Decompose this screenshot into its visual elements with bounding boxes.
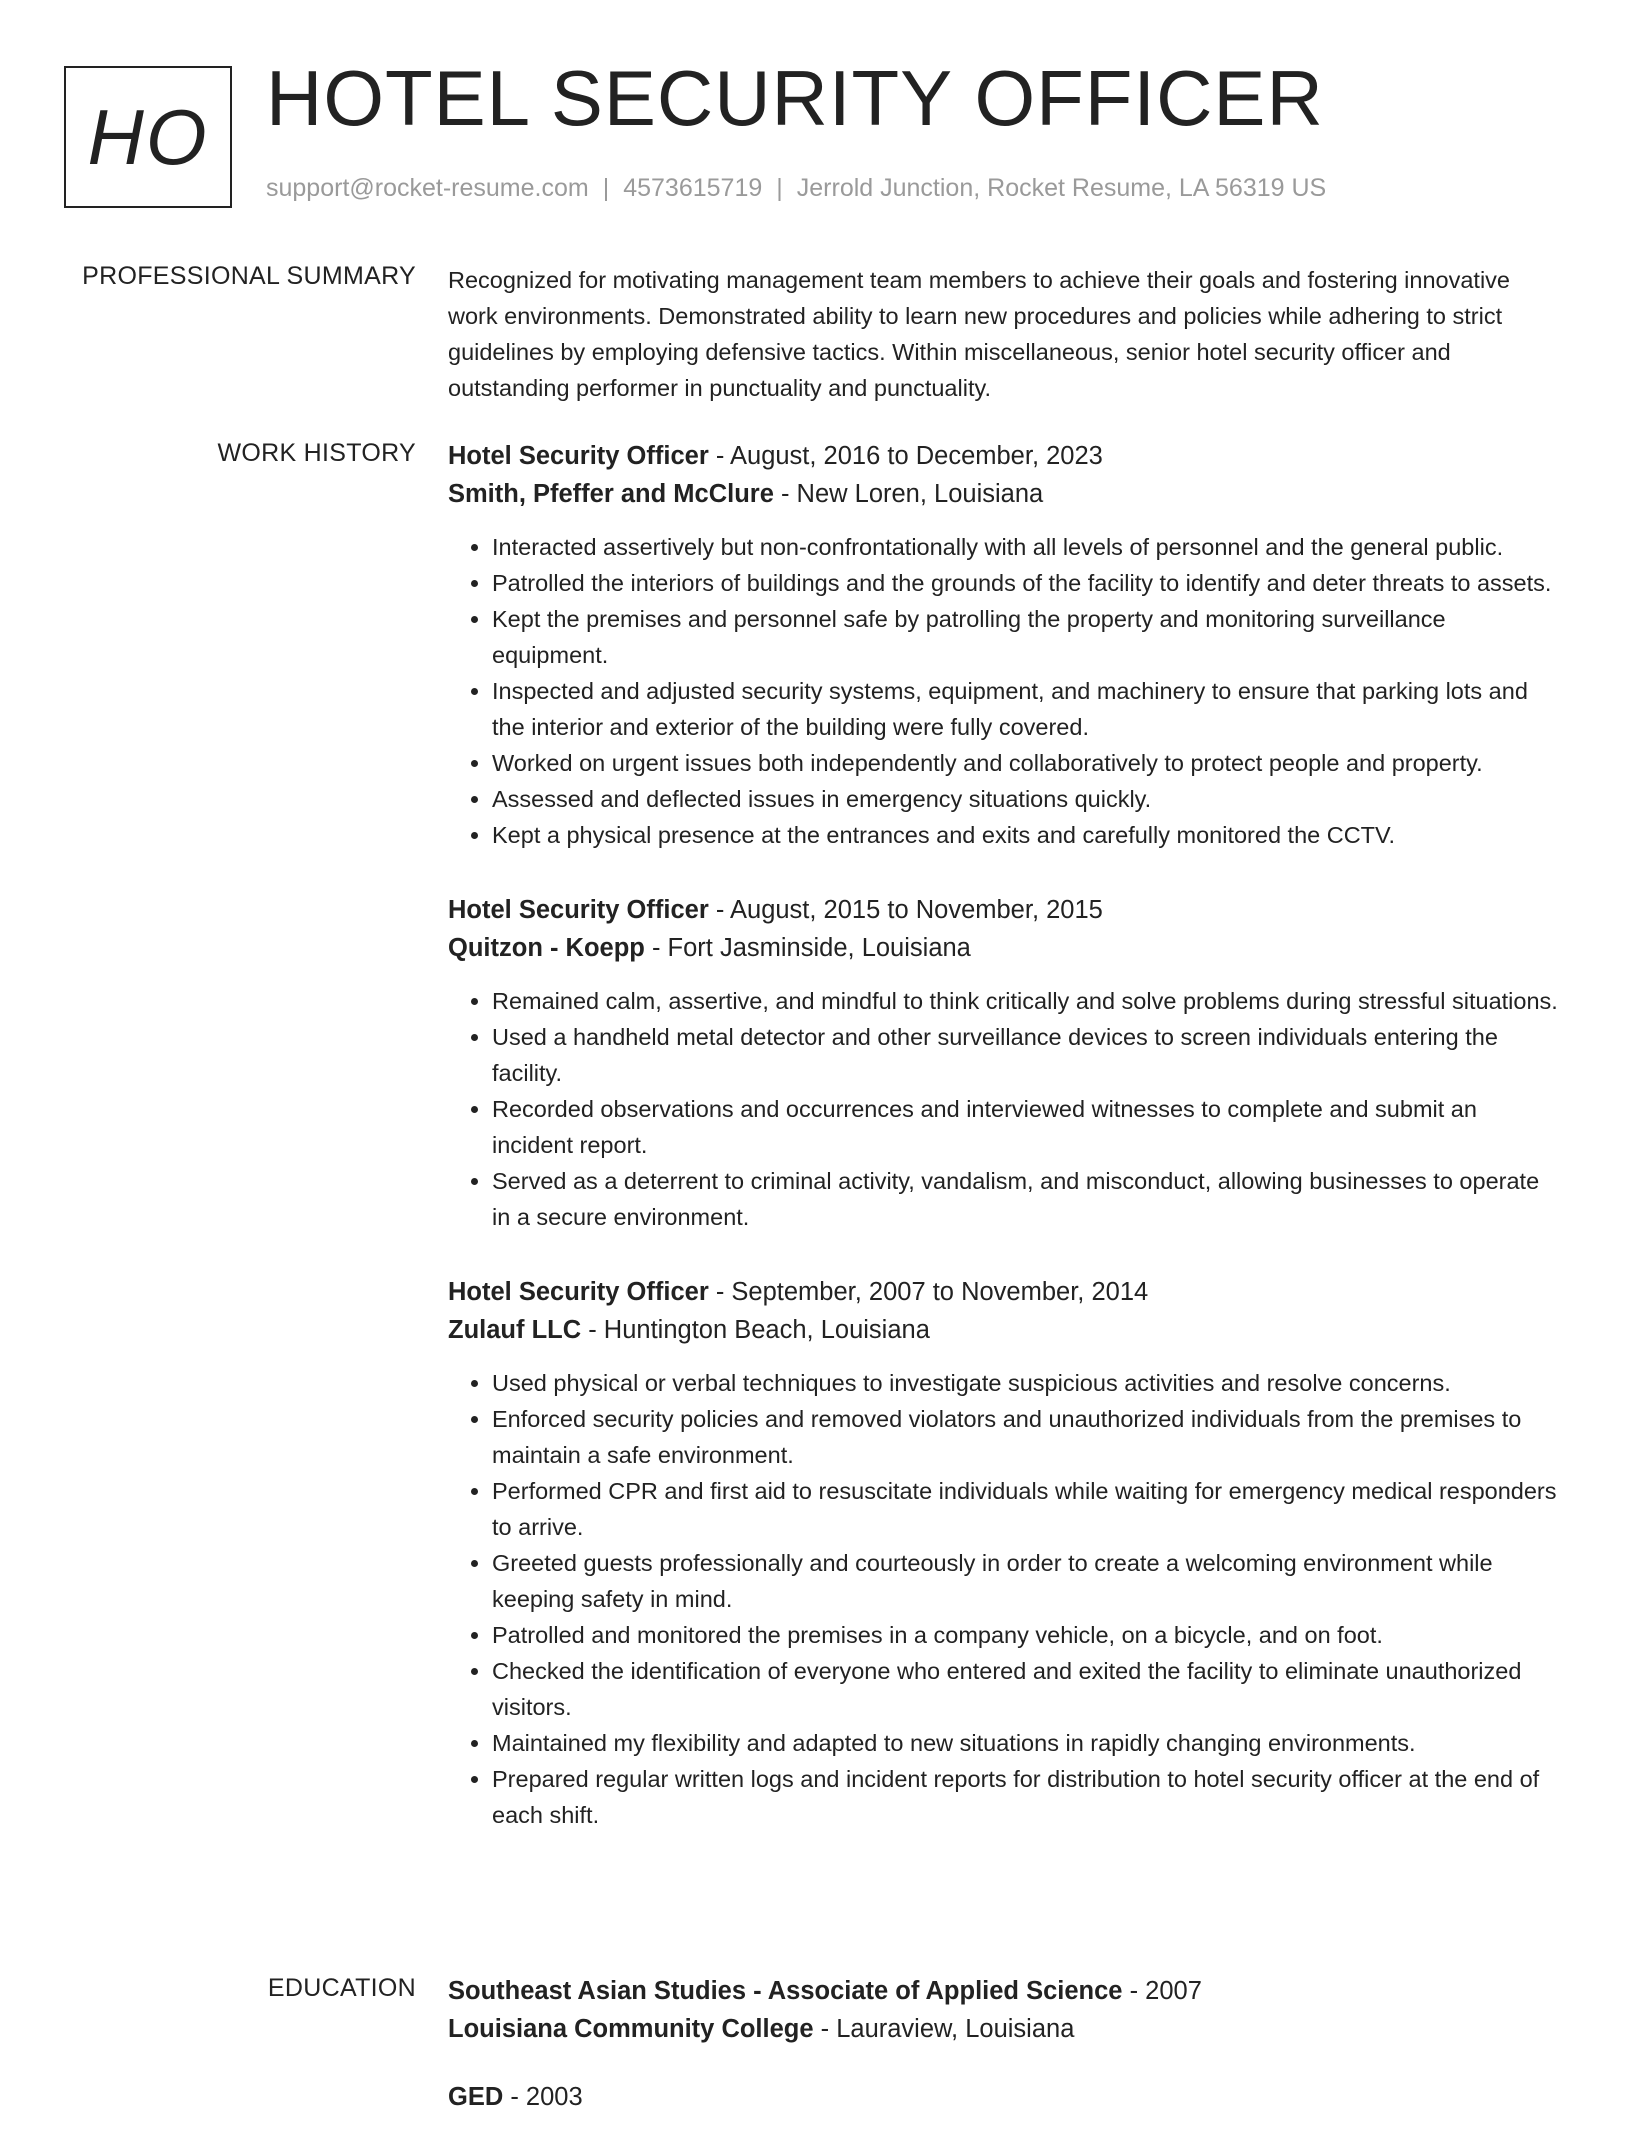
- job-dates: - August, 2015 to November, 2015: [708, 896, 1103, 924]
- job-bullet: • Checked the identification of everyone who entered and exited the facility to eliminate unauthorized visitors.: [492, 1653, 1563, 1725]
- job-bullet: • Kept a physical presence at the entrances and exits and carefully monitored the CCTV.: [492, 817, 1563, 853]
- job-bullet: • Patrolled the interiors of buildings and the grounds of the facility to identify and deter threats to assets.: [492, 565, 1563, 601]
- job-title: Hotel Security Officer: [448, 896, 709, 924]
- education-entry: [448, 2078, 1563, 2116]
- job-bullet: • Assessed and deflected issues in emergency situations quickly.: [492, 781, 1563, 817]
- work-history-body: [448, 437, 1563, 1871]
- summary-text: Recognized for motivating management team members to achieve their goals and fostering innovative work environments. Demonstrated ability to learn new procedures and policies while adhering to strict guidelines by employing defensive tactics. Within miscellaneous, senior hotel security officer and outstanding performer in punctuality and punctuality.: [448, 267, 1510, 401]
- contact-separator: |: [776, 174, 783, 202]
- education-degree-line: [448, 1972, 1563, 2010]
- section-label-work-history: WORK HISTORY: [217, 439, 416, 467]
- contact-email[interactable]: support@rocket-resume.com: [266, 174, 589, 202]
- job-location: - New Loren, Louisiana: [773, 480, 1044, 508]
- job-company-line: [448, 929, 1563, 967]
- job-title-line: [448, 437, 1563, 475]
- job-company: Smith, Pfeffer and McClure: [448, 480, 774, 508]
- section-label-summary: PROFESSIONAL SUMMARY: [82, 262, 416, 290]
- job-company: Quitzon - Koepp: [448, 934, 645, 962]
- job-bullet: • Performed CPR and first aid to resuscitate individuals while waiting for emergency medical responders to arrive.: [492, 1473, 1563, 1545]
- education-degree-line: [448, 2078, 1563, 2116]
- job-bullet: • Greeted guests professionally and courteously in order to create a welcoming environment while keeping safety in mind.: [492, 1545, 1563, 1617]
- job-title: Hotel Security Officer: [448, 442, 709, 470]
- job-bullet: • Interacted assertively but non-confrontationally with all levels of personnel and the general public.: [492, 529, 1563, 565]
- contact-separator: |: [602, 174, 610, 202]
- job-bullet-list: [448, 1365, 1563, 1833]
- job-entry: [448, 891, 1563, 1235]
- job-location: - Fort Jasminside, Louisiana: [644, 934, 971, 962]
- education-location: - Lauraview, Louisiana: [813, 2015, 1075, 2043]
- job-bullet: • Served as a deterrent to criminal activity, vandalism, and misconduct, allowing businesses to operate in a secure environment.: [492, 1163, 1563, 1235]
- job-dates: - August, 2016 to December, 2023: [708, 442, 1103, 470]
- education-year: - 2003: [503, 2083, 583, 2111]
- job-bullet: • Used physical or verbal techniques to investigate suspicious activities and resolve concerns.: [492, 1365, 1563, 1401]
- education-school-line: [448, 2010, 1563, 2048]
- monogram-initials: HO: [87, 92, 209, 181]
- monogram-box: [64, 66, 232, 208]
- job-bullet: • Inspected and adjusted security systems, equipment, and machinery to ensure that parking lots and the interior and exterior of the building were fully covered.: [492, 673, 1563, 745]
- job-bullet: • Kept the premises and personnel safe by patrolling the property and monitoring surveillance equipment.: [492, 601, 1563, 673]
- job-bullet: • Patrolled and monitored the premises in a company vehicle, on a bicycle, and on foot.: [492, 1617, 1563, 1653]
- education-entry: [448, 1972, 1563, 2048]
- job-bullet: • Recorded observations and occurrences and interviewed witnesses to complete and submit an incident report.: [492, 1091, 1563, 1163]
- job-title: Hotel Security Officer: [448, 1278, 709, 1306]
- job-title-line: [448, 1273, 1563, 1311]
- job-bullet: • Worked on urgent issues both independently and collaboratively to protect people and property.: [492, 745, 1563, 781]
- job-bullet-list: [448, 529, 1563, 853]
- job-bullet: • Maintained my flexibility and adapted to new situations in rapidly changing environments.: [492, 1725, 1563, 1761]
- job-bullet: • Used a handheld metal detector and other surveillance devices to screen individuals entering the facility.: [492, 1019, 1563, 1091]
- job-entry: [448, 437, 1563, 853]
- job-bullet: • Prepared regular written logs and incident reports for distribution to hotel security officer at the end of each shift.: [492, 1761, 1563, 1833]
- job-company: Zulauf LLC: [448, 1316, 582, 1344]
- education-body: [448, 1972, 1563, 2146]
- job-entry: [448, 1273, 1563, 1833]
- job-bullet: • Enforced security policies and removed violators and unauthorized individuals from the premises to maintain a safe environment.: [492, 1401, 1563, 1473]
- job-title-line: [448, 891, 1563, 929]
- education-degree: Southeast Asian Studies - Associate of Applied Science: [448, 1977, 1123, 2005]
- education-year: - 2007: [1122, 1977, 1202, 2005]
- job-company-line: [448, 1311, 1563, 1349]
- job-dates: - September, 2007 to November, 2014: [708, 1278, 1149, 1306]
- job-location: - Huntington Beach, Louisiana: [581, 1316, 930, 1344]
- contact-phone[interactable]: 4573615719: [623, 174, 763, 202]
- job-bullet-list: [448, 983, 1563, 1235]
- job-company-line: [448, 475, 1563, 513]
- resume-name: HOTEL SECURITY OFFICER: [266, 54, 1324, 142]
- contact-line: [266, 174, 1326, 203]
- summary-body: [448, 262, 1563, 406]
- education-degree: GED: [448, 2083, 504, 2111]
- job-bullet: • Remained calm, assertive, and mindful to think critically and solve problems during stressful situations.: [492, 983, 1563, 1019]
- contact-address: Jerrold Junction, Rocket Resume, LA 56319 US: [796, 174, 1327, 202]
- section-label-education: EDUCATION: [267, 1974, 416, 2002]
- education-school: Louisiana Community College: [448, 2015, 814, 2043]
